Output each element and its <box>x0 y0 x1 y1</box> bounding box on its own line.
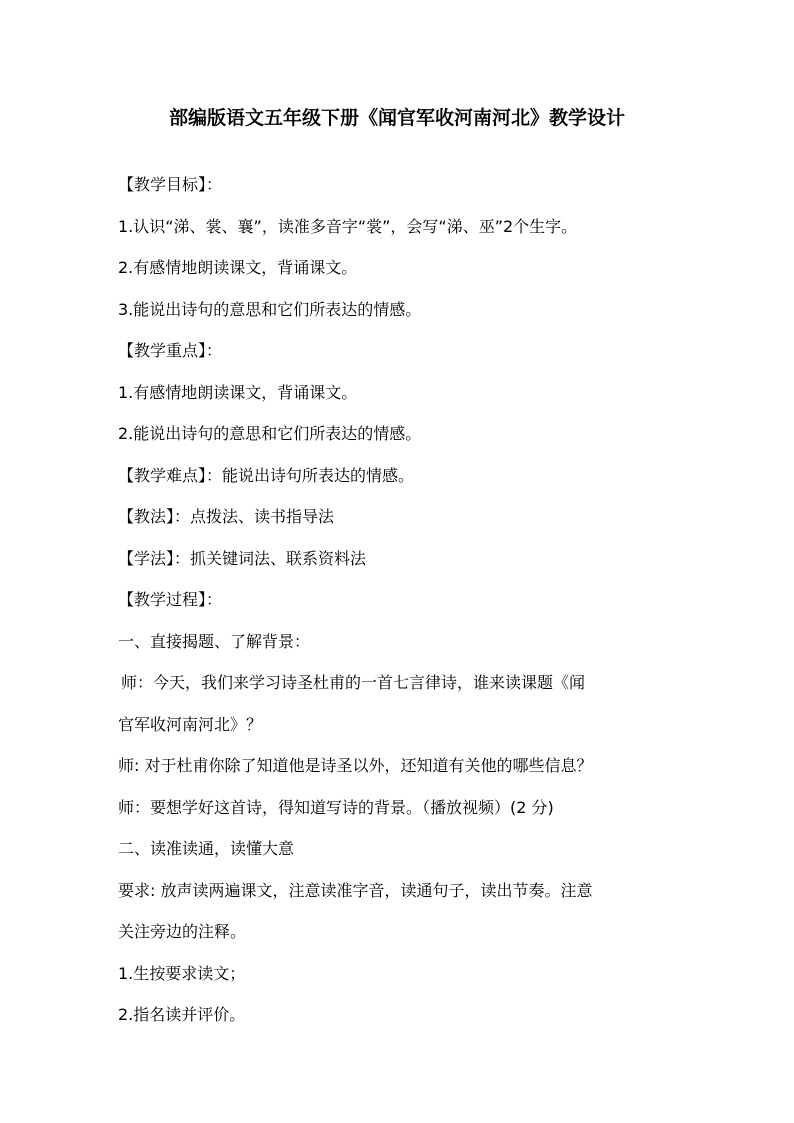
section-heading-key-points: 【教学重点】： <box>118 341 223 360</box>
step-item-2: 2.指名读并评价。 <box>118 1005 246 1024</box>
key-point-item-2: 2.能说出诗句的意思和它们所表达的情感。 <box>118 424 422 443</box>
section-learning-method: 【学法】：抓关键词法、联系资料法 <box>118 548 367 568</box>
process-step-1-heading: 一、直接揭题、了解背景： <box>118 631 311 651</box>
section-teaching-method: 【教法】：点拨法、读书指导法 <box>118 507 335 526</box>
document-body <box>118 164 678 1036</box>
process-step-2-heading: 二、读准读通，读懂大意 <box>118 839 295 858</box>
key-point-item-1: 1.有感情地朗读课文，背诵课文。 <box>118 382 358 402</box>
teacher-line-1a: 师：今天，我们来学习诗圣杜甫的一首七言律诗，谁来读课题《闻 <box>121 673 586 692</box>
section-heading-objectives: 【教学目标】： <box>118 175 223 194</box>
objective-item-1: 1.认识“涕、裳、襄”，读准多音字“裳”，会写“涕、巫”2个生字。 <box>118 216 578 236</box>
section-difficulties: 【教学难点】：能说出诗句所表达的情感。 <box>118 465 415 485</box>
objective-item-2: 2.有感情地朗读课文，背诵课文。 <box>118 258 358 277</box>
step-item-1: 1.生按要求读文； <box>118 963 246 983</box>
requirement-line-a: 要求: 放声读两遍课文，注意读准字音，读通句子，读出节奏。注意 <box>118 880 593 900</box>
teacher-line-3: 师：要想学好这首诗，得知道写诗的背景。（播放视频）(2 分) <box>118 797 554 817</box>
document-title: 部编版语文五年级下册《闻官军收河南河北》教学设计 <box>168 107 625 129</box>
objective-item-3: 3.能说出诗句的意思和它们所表达的情感。 <box>118 299 422 319</box>
section-heading-process: 【教学过程】： <box>118 590 223 609</box>
teacher-line-1b: 官军收河南河北》？ <box>118 714 263 734</box>
teacher-line-2: 师: 对于杜甫你除了知道他是诗圣以外，还知道有关他的哪些信息？ <box>118 756 593 775</box>
requirement-line-b: 关注旁边的注释。 <box>118 922 247 941</box>
